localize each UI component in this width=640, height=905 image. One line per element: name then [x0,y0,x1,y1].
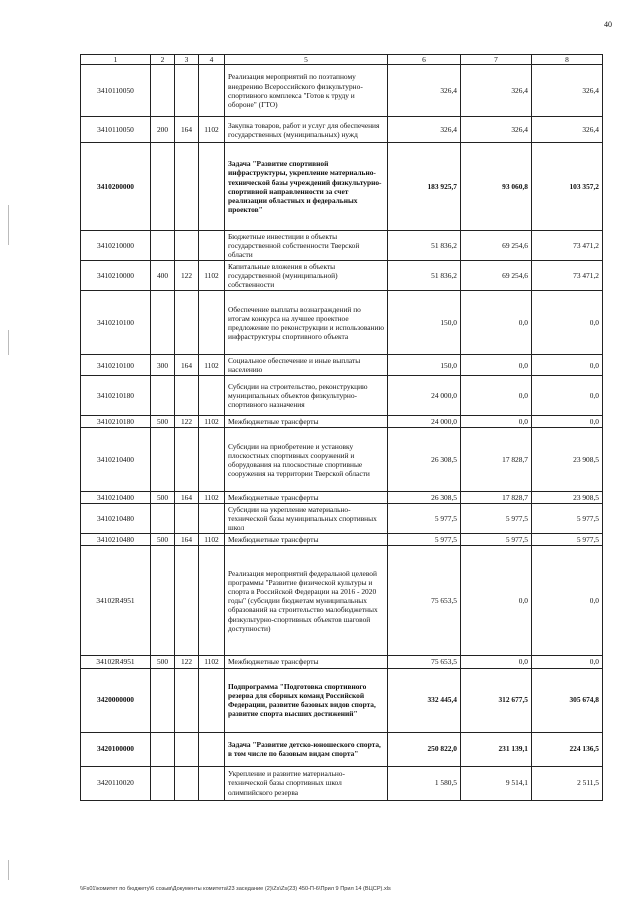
cell-expense-type: 300 [151,355,175,376]
cell-admin-code [175,428,199,492]
cell-name: Межбюджетные трансферты [225,656,388,668]
cell-expense-type [151,428,175,492]
cell-section [199,65,225,117]
cell-expense-type: 400 [151,261,175,291]
table-row [81,656,603,668]
cell-admin-code [175,766,199,800]
cell-value-col6: 1 580,5 [388,766,461,800]
cell-section [199,546,225,656]
scan-edge-mark [8,205,9,245]
cell-admin-code [175,65,199,117]
cell-value-col6: 75 653,5 [388,546,461,656]
cell-value-col6: 24 000,0 [388,376,461,416]
table-row [81,143,603,231]
cell-section [199,231,225,261]
header-cell: 4 [199,55,225,65]
cell-value-col7: 17 828,7 [461,428,532,492]
cell-section: 1102 [199,416,225,428]
cell-value-col8: 23 908,5 [532,492,603,504]
table-row [81,492,603,504]
cell-value-col6: 26 308,5 [388,428,461,492]
cell-value-col8: 103 357,2 [532,143,603,231]
cell-expense-type [151,668,175,732]
scan-edge-mark [8,330,9,355]
table-row [81,534,603,546]
table-row [81,766,603,800]
footer-file-path: \\Fs01\комитет по бюджету\6 созыв\Документы комитета\23 заседание (2)\Zs\Zs(23) 450-П-6\Прил 9 Прил 14 (ВЦСР).xls [80,886,391,892]
cell-value-col8: 73 471,2 [532,261,603,291]
cell-code: 3410210100 [81,291,151,355]
cell-code: 3410210100 [81,355,151,376]
table-row [81,416,603,428]
cell-admin-code: 164 [175,117,199,143]
cell-expense-type [151,546,175,656]
cell-section [199,428,225,492]
cell-value-col7: 69 254,6 [461,231,532,261]
cell-value-col7: 0,0 [461,546,532,656]
cell-code: 3410210480 [81,504,151,534]
cell-section: 1102 [199,492,225,504]
cell-expense-type [151,291,175,355]
cell-admin-code: 164 [175,492,199,504]
cell-code: 3410210180 [81,416,151,428]
page-number: 40 [604,20,612,29]
header-cell: 3 [175,55,199,65]
cell-value-col8: 0,0 [532,656,603,668]
cell-expense-type [151,376,175,416]
cell-admin-code: 122 [175,261,199,291]
cell-code: 34102R4951 [81,546,151,656]
cell-code: 3410110050 [81,65,151,117]
cell-name: Межбюджетные трансферты [225,416,388,428]
cell-value-col6: 5 977,5 [388,504,461,534]
cell-admin-code [175,143,199,231]
cell-name: Укрепление и развитие материально-технической базы спортивных школ олимпийского резерва [225,766,388,800]
cell-section [199,376,225,416]
cell-expense-type: 500 [151,656,175,668]
cell-code: 3420110020 [81,766,151,800]
table-row [81,376,603,416]
table-body [81,65,603,800]
cell-expense-type [151,766,175,800]
cell-code: 3410210480 [81,534,151,546]
cell-value-col6: 26 308,5 [388,492,461,504]
cell-value-col6: 75 653,5 [388,656,461,668]
cell-code: 3410110050 [81,117,151,143]
cell-name: Субсидии на приобретение и установку плоскостных спортивных сооружений и оборудования на плоскостные спортивные сооружения на территории Тверской области [225,428,388,492]
cell-value-col8: 0,0 [532,546,603,656]
cell-value-col8: 0,0 [532,355,603,376]
cell-value-col7: 0,0 [461,656,532,668]
cell-value-col6: 250 822,0 [388,732,461,766]
cell-name: Бюджетные инвестиции в объекты государственной собственности Тверской области [225,231,388,261]
cell-name: Подпрограмма "Подготовка спортивного резерва для сборных команд Российской Федерации, развитие базовых видов спорта, развитие спорта высших достижений" [225,668,388,732]
cell-value-col7: 0,0 [461,291,532,355]
budget-table [80,54,603,801]
cell-code: 3420100000 [81,732,151,766]
cell-section: 1102 [199,117,225,143]
cell-value-col7: 69 254,6 [461,261,532,291]
table-row [81,231,603,261]
cell-name: Задача "Развитие спортивной инфраструктуры, укрепление материально-технической базы учреждений физкультурно-спортивной направленности за счет реализации областных и федеральных проектов" [225,143,388,231]
cell-section: 1102 [199,261,225,291]
cell-value-col8: 23 908,5 [532,428,603,492]
cell-code: 3410210000 [81,231,151,261]
cell-code: 3420000000 [81,668,151,732]
cell-code: 3410210400 [81,428,151,492]
cell-section [199,291,225,355]
table-row [81,355,603,376]
cell-name: Задача "Развитие детско-юношеского спорта, в том числе по базовым видам спорта" [225,732,388,766]
cell-admin-code: 122 [175,416,199,428]
table-row [81,291,603,355]
cell-section [199,732,225,766]
cell-value-col7: 0,0 [461,376,532,416]
table-row [81,261,603,291]
table-row [81,732,603,766]
cell-value-col7: 0,0 [461,416,532,428]
table-row [81,546,603,656]
cell-expense-type: 500 [151,416,175,428]
cell-value-col8: 0,0 [532,376,603,416]
cell-name: Реализация мероприятий по поэтапному внедрению Всероссийского физкультурно-спортивного комплекса "Готов к труду и обороне" (ГТО) [225,65,388,117]
cell-admin-code: 122 [175,656,199,668]
cell-value-col7: 231 139,1 [461,732,532,766]
cell-code: 3410210000 [81,261,151,291]
cell-admin-code: 164 [175,355,199,376]
cell-admin-code [175,668,199,732]
cell-value-col6: 24 000,0 [388,416,461,428]
cell-value-col7: 312 677,5 [461,668,532,732]
cell-value-col7: 5 977,5 [461,504,532,534]
cell-value-col6: 326,4 [388,65,461,117]
cell-section [199,668,225,732]
cell-value-col7: 0,0 [461,355,532,376]
cell-section [199,766,225,800]
cell-name: Реализация мероприятий федеральной целевой программы "Развитие физической культуры и спорта в Российской Федерации на 2016 - 2020 годы" (субсидии бюджетам муниципальных образований на строительство малобюджетных физкультурно-спортивных объектов шаговой доступности) [225,546,388,656]
cell-expense-type [151,732,175,766]
cell-admin-code [175,732,199,766]
cell-value-col6: 51 836,2 [388,231,461,261]
cell-admin-code [175,376,199,416]
header-cell: 6 [388,55,461,65]
cell-name: Обеспечение выплаты вознаграждений по итогам конкурса на лучшее проектное предложение по реконструкции и использованию инфраструктуры спортивного объекта [225,291,388,355]
cell-value-col7: 326,4 [461,65,532,117]
table-row [81,428,603,492]
cell-value-col6: 5 977,5 [388,534,461,546]
cell-name: Субсидии на укрепление материально-технической базы муниципальных спортивных школ [225,504,388,534]
cell-code: 3410210180 [81,376,151,416]
cell-value-col6: 150,0 [388,355,461,376]
cell-admin-code [175,291,199,355]
cell-value-col8: 224 136,5 [532,732,603,766]
header-cell: 1 [81,55,151,65]
cell-section: 1102 [199,534,225,546]
cell-value-col8: 5 977,5 [532,534,603,546]
cell-name: Закупка товаров, работ и услуг для обеспечения государственных (муниципальных) нужд [225,117,388,143]
cell-name: Капитальные вложения в объекты государственной (муниципальной) собственности [225,261,388,291]
cell-value-col6: 332 445,4 [388,668,461,732]
cell-expense-type: 500 [151,534,175,546]
cell-value-col6: 326,4 [388,117,461,143]
cell-expense-type [151,231,175,261]
cell-value-col6: 150,0 [388,291,461,355]
cell-value-col7: 5 977,5 [461,534,532,546]
table-row [81,504,603,534]
cell-value-col7: 17 828,7 [461,492,532,504]
cell-value-col8: 0,0 [532,291,603,355]
scan-edge-mark [8,860,9,880]
cell-admin-code [175,546,199,656]
cell-expense-type: 500 [151,492,175,504]
cell-name: Межбюджетные трансферты [225,492,388,504]
cell-code: 3410200000 [81,143,151,231]
cell-value-col8: 305 674,8 [532,668,603,732]
table-header-row [81,55,603,65]
cell-section [199,504,225,534]
cell-name: Субсидии на строительство, реконструкцию муниципальных объектов физкультурно-спортивного назначения [225,376,388,416]
cell-expense-type: 200 [151,117,175,143]
cell-code: 3410210400 [81,492,151,504]
header-cell: 7 [461,55,532,65]
table-row [81,117,603,143]
cell-expense-type [151,504,175,534]
cell-value-col6: 51 836,2 [388,261,461,291]
header-cell: 2 [151,55,175,65]
cell-expense-type [151,143,175,231]
cell-name: Межбюджетные трансферты [225,534,388,546]
cell-section: 1102 [199,656,225,668]
cell-value-col7: 93 060,8 [461,143,532,231]
cell-expense-type [151,65,175,117]
cell-admin-code [175,231,199,261]
cell-name: Социальное обеспечение и иные выплаты населению [225,355,388,376]
cell-value-col7: 326,4 [461,117,532,143]
cell-code: 34102R4951 [81,656,151,668]
cell-value-col8: 0,0 [532,416,603,428]
cell-value-col8: 326,4 [532,117,603,143]
cell-admin-code [175,504,199,534]
cell-value-col8: 326,4 [532,65,603,117]
header-cell: 8 [532,55,603,65]
cell-value-col6: 183 925,7 [388,143,461,231]
header-cell: 5 [225,55,388,65]
cell-value-col7: 9 514,1 [461,766,532,800]
cell-value-col8: 2 511,5 [532,766,603,800]
cell-value-col8: 73 471,2 [532,231,603,261]
cell-section [199,143,225,231]
table-row [81,668,603,732]
cell-value-col8: 5 977,5 [532,504,603,534]
cell-section: 1102 [199,355,225,376]
cell-admin-code: 164 [175,534,199,546]
table-row [81,65,603,117]
